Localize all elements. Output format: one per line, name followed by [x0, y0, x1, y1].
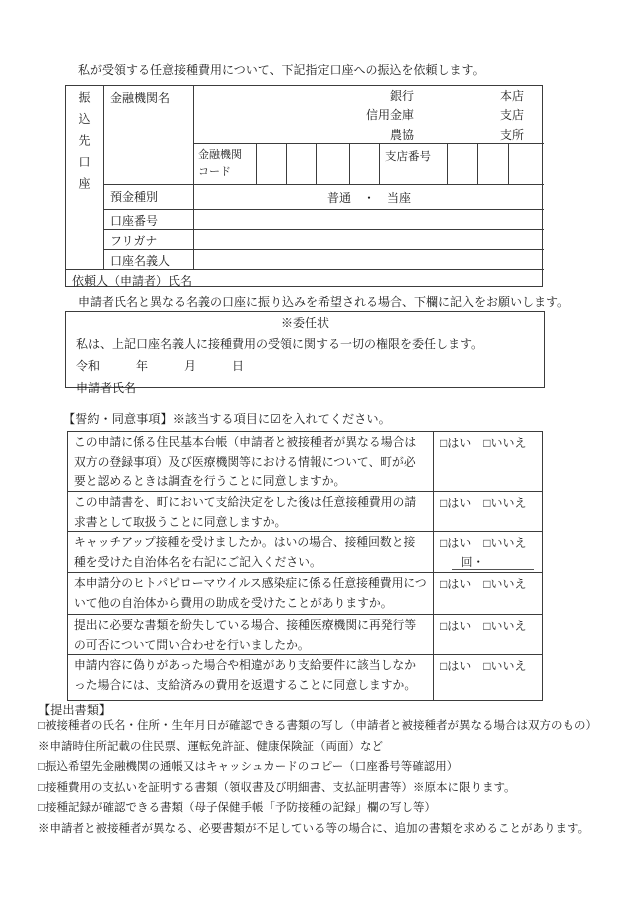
holder-label: 口座名義人 [110, 254, 171, 268]
documents-heading: 【提出書類】 [38, 703, 112, 717]
institution-code-label-cell [194, 144, 257, 184]
office-type-option: 本店 [499, 89, 524, 103]
intro-text: 私が受領する任意接種費用について、下記指定口座への振込を依頼します。 [78, 63, 485, 77]
consent-heading-row [63, 410, 391, 427]
bank-type-option: 銀行 [389, 89, 414, 103]
institution-name-label: 金融機関名 [110, 91, 171, 105]
branch-number-label: 支店番号 [385, 151, 431, 163]
consent-heading: 【誓約・同意事項】 [63, 412, 173, 426]
poa-title: ※委任状 [280, 316, 329, 330]
consent-answer[interactable] [434, 532, 542, 572]
consent-row [68, 655, 542, 700]
deposit-type-label: 預金種別 [110, 190, 159, 204]
document-item-note: ※申請者と被接種者が異なる、必要書類が不足している等の場合に、追加の書類を求めることがあります。 [38, 822, 590, 835]
consent-row [68, 573, 542, 615]
consent-question: 申請内容に偽りがあった場合や相違があり支給要件に該当しなかった場合には、支給済みの費用を返還することに同意しますか。 [68, 655, 434, 700]
office-type-option: 支店 [499, 108, 524, 123]
consent-row [68, 615, 542, 655]
branch-code-cell-2[interactable] [478, 144, 509, 184]
bank-code-cell-2[interactable] [287, 144, 317, 184]
requester-name-row[interactable] [66, 269, 544, 288]
consent-instruction: ※該当する項目に☑を入れてください。 [172, 412, 391, 426]
consent-answer[interactable]: □はい □いいえ [440, 659, 527, 673]
deposit-type-value-cell[interactable] [194, 184, 544, 209]
account-number-value-cell[interactable] [194, 209, 544, 229]
branch-number-label-cell [380, 144, 448, 184]
document-item[interactable]: □接種記録が確認できる書類（母子保健手帳「予防接種の記録」欄の写し等） [38, 802, 436, 814]
branch-code-cell-3[interactable] [509, 144, 544, 184]
institution-name-label-cell [104, 86, 194, 184]
transfer-note-text: 申請者氏名と異なる名義の口座に振り込みを希望される場合、下欄に記入をお願いします。 [78, 295, 570, 309]
consent-answer[interactable]: □はい □いいえ [440, 619, 527, 633]
document-item[interactable]: □被接種者の氏名・住所・生年月日が確認できる書類の写し（申請者と被接種者が異なる場合は双方のもの） [38, 720, 597, 732]
furigana-label-cell [104, 229, 194, 249]
poa-statement: 私は、上記口座名義人に接種費用の受領に関する一切の権限を委任します。 [76, 337, 484, 351]
consent-question: 提出に必要な書類を紛失している場合、接種医療機関に再発行等の可否について問い合わせを行いましたか。 [68, 615, 434, 654]
consent-row [68, 532, 542, 573]
catchup-count-blank[interactable]: 回・ [452, 554, 534, 570]
bank-type-option: 信用金庫 [365, 108, 414, 123]
consent-answer-options[interactable]: □はい □いいえ [440, 536, 527, 550]
poa-date-line[interactable]: 令和 年 月 日 [76, 359, 245, 373]
consent-answer[interactable]: □はい □いいえ [440, 577, 527, 591]
consent-table [67, 431, 543, 701]
account-number-label: 口座番号 [110, 214, 159, 228]
furigana-label: フリガナ [110, 234, 158, 248]
consent-row [68, 492, 542, 532]
transfer-account-vertical-label-cell [66, 86, 104, 269]
institution-name-cell[interactable] [194, 86, 544, 144]
document-item-note: ※申請時住所記載の住民票、運転免許証、健康保険証（両面）など [38, 740, 383, 753]
holder-value-cell[interactable] [194, 249, 544, 269]
requester-name-label: 依頼人（申請者）氏名 [72, 274, 193, 288]
account-number-label-cell [104, 209, 194, 229]
consent-question: この申請に係る住民基本台帳（申請者と被接種者が異なる場合は双方の登録事項）及び医療機関等における情報について、町が必要と認めるときは調査を行うことに同意しますか。 [68, 432, 434, 491]
documents-list [38, 716, 598, 839]
furigana-value-cell[interactable] [194, 229, 544, 249]
office-type-option: 支所 [499, 127, 524, 142]
holder-label-cell [104, 249, 194, 269]
institution-code-label-line2: コード [198, 166, 231, 178]
document-item[interactable]: □振込希望先金融機関の通帳又はキャッシュカードのコピー（口座番号等確認用） [38, 761, 459, 773]
poa-box [65, 311, 545, 395]
consent-answer[interactable]: □はい □いいえ [440, 496, 527, 510]
bank-code-cell-4[interactable] [350, 144, 380, 184]
transfer-account-vertical-label: 振込先口座 [77, 91, 91, 199]
branch-code-cell-1[interactable] [448, 144, 478, 184]
consent-question: この申請書を、町において支給決定をした後は任意接種費用の請求書として取扱うことに同意しますか。 [68, 492, 434, 531]
transfer-account-table [65, 85, 543, 287]
bank-code-cell-1[interactable] [257, 144, 287, 184]
document-item[interactable]: □接種費用の支払いを証明する書類（領収書及び明細書、支払証明書等）※原本に限ります。 [38, 781, 516, 794]
institution-code-label-line1: 金融機関 [198, 149, 242, 161]
deposit-type-value: 普通 ・ 当座 [326, 191, 411, 205]
bank-type-option: 農協 [389, 127, 414, 142]
poa-applicant-name-line[interactable]: 申請者氏名 [76, 381, 137, 395]
consent-question: 本申請分のヒトパピローマウイルス感染症に係る任意接種費用について他の自治体から費用の助成を受けたことがありますか。 [68, 573, 434, 614]
bank-code-cell-3[interactable] [317, 144, 350, 184]
consent-question: キャッチアップ接種を受けましたか。はいの場合、接種回数と接種を受けた自治体名を右記にご記入ください。 [68, 532, 434, 572]
catchup-count-line[interactable] [440, 553, 542, 572]
deposit-type-label-cell [104, 184, 194, 209]
consent-row [68, 432, 542, 492]
consent-answer[interactable]: □はい □いいえ [440, 436, 527, 450]
